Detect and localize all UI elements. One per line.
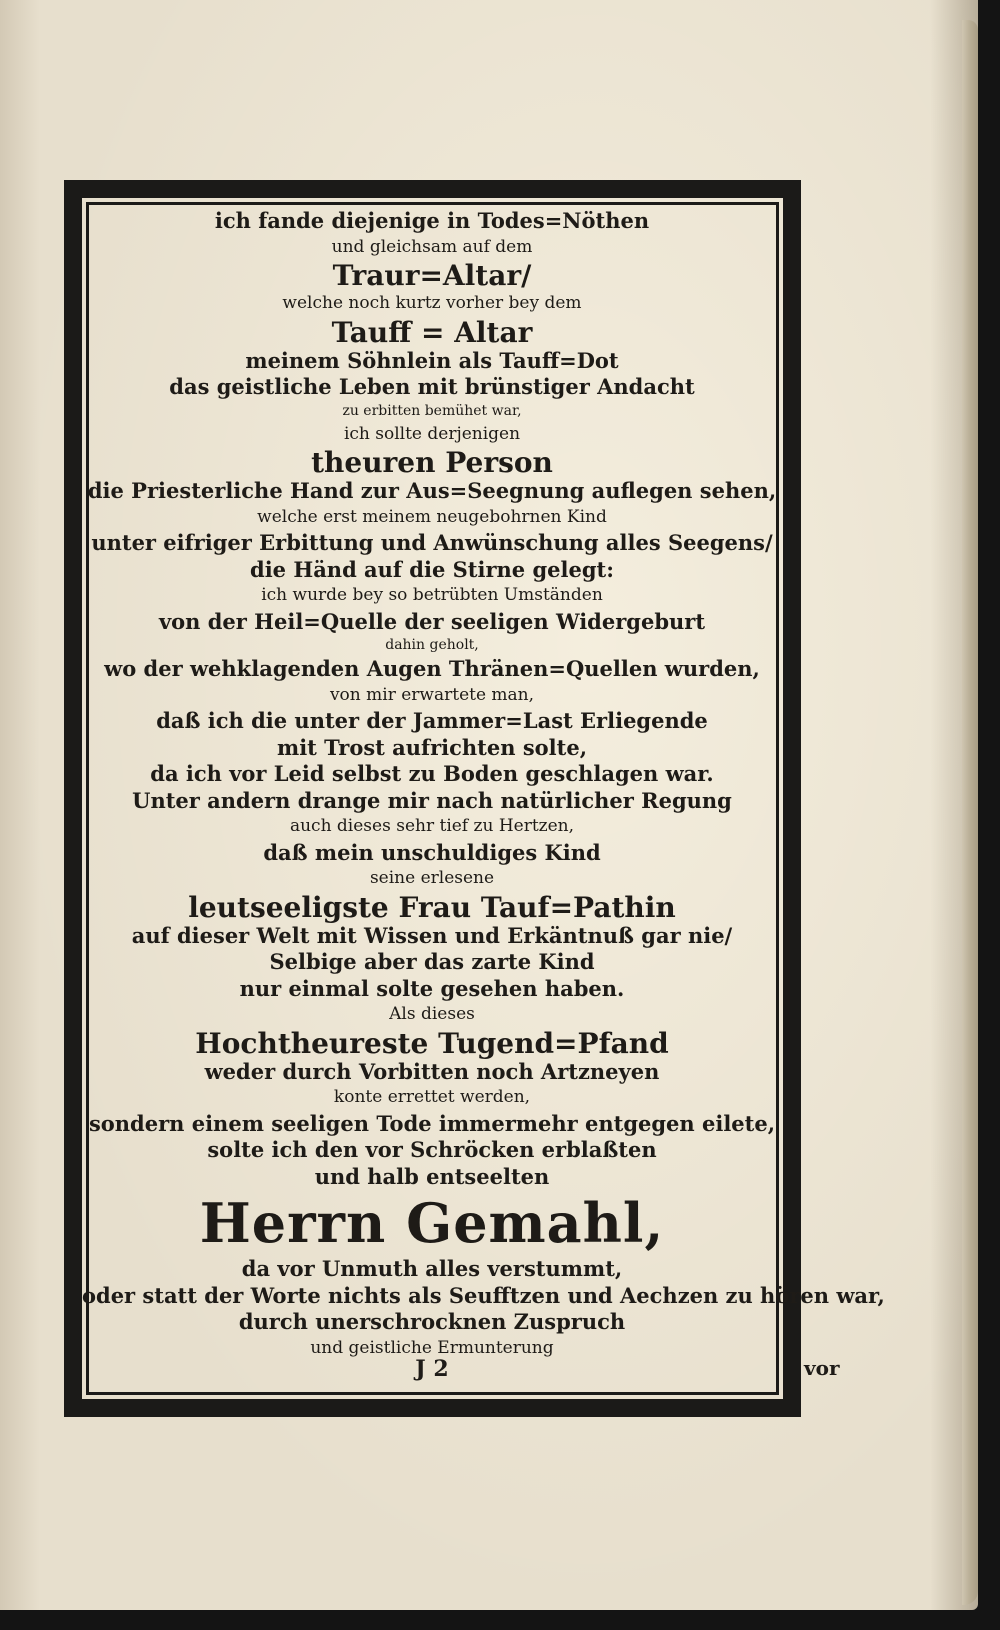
text-line: auf dieser Welt mit Wissen und Erkäntnuß gar nie/: [131, 922, 733, 948]
text-line: sondern einem seeligen Tode immermehr entgegen eilete,: [88, 1110, 776, 1136]
text-line: die Priesterliche Hand zur Aus=Seegnung auflegen sehen,: [87, 478, 777, 503]
page-edge: [962, 20, 978, 1605]
text-line: konte errettet werden,: [333, 1087, 531, 1107]
text-line: dahin geholt,: [385, 637, 479, 653]
text-line: und geistliche Ermunterung: [310, 1337, 554, 1358]
text-line: und gleichsam auf dem: [331, 236, 533, 257]
text-line: welche erst meinem neugebohrnen Kind: [257, 506, 607, 527]
text-line: von der Heil=Quelle der seeligen Widergeburt: [158, 608, 706, 634]
text-line: Tauff = Altar: [331, 315, 533, 349]
text-line: Selbige aber das zarte Kind: [269, 949, 595, 974]
text-line: Herrn Gemahl,: [199, 1191, 665, 1255]
text-line: daß mein unschuldiges Kind: [263, 839, 601, 865]
text-line: Unter andern drange mir nach natürlicher Regung: [132, 787, 732, 813]
text-line: ich sollte derjenigen: [343, 423, 521, 444]
text-line: da ich vor Leid selbst zu Boden geschlagen war.: [150, 761, 714, 786]
text-line: theuren Person: [311, 446, 553, 479]
signature-mark: J 2: [415, 1356, 449, 1382]
text-line: daß ich die unter der Jammer=Last Erliegende: [156, 708, 708, 733]
text-line: oder statt der Worte nichts als Seufftzen und Aechzen zu hören war,: [82, 1282, 885, 1308]
text-line: Hochtheureste Tugend=Pfand: [195, 1026, 669, 1060]
text-line: wo der wehklagenden Augen Thränen=Quellen wurden,: [104, 656, 760, 681]
text-line: weder durch Vorbitten noch Artzneyen: [204, 1058, 660, 1084]
text-line: mit Trost aufrichten solte,: [276, 734, 588, 760]
text-line: auch dieses sehr tief zu Hertzen,: [289, 816, 575, 836]
text-line: meinem Söhnlein als Tauff=Dot: [245, 347, 619, 373]
text-line: nur einmal solte gesehen haben.: [239, 975, 625, 1001]
catchword: vor: [804, 1356, 840, 1380]
text-line: da vor Unmuth alles verstummt,: [241, 1256, 623, 1281]
text-line: zu erbitten bemühet war,: [342, 402, 522, 419]
text-line: und halb entseelten: [314, 1163, 550, 1189]
text-line: welche noch kurtz vorher bey dem: [282, 293, 582, 313]
text-line: unter eifriger Erbittung und Anwünschung alles Seegens/: [91, 530, 773, 555]
text-line: das geistliche Leben mit brünstiger Andacht: [169, 374, 695, 399]
text-line: Traur=Altar/: [332, 259, 532, 292]
text-line: ich fande diejenige in Todes=Nöthen: [214, 208, 650, 233]
body-text: [82, 208, 885, 1361]
text-line: durch unerschrocknen Zuspruch: [238, 1309, 626, 1334]
text-line: leutseeligste Frau Tauf=Pathin: [188, 890, 676, 924]
text-line: Als dieses: [389, 1004, 475, 1024]
page-footer: [82, 1356, 840, 1386]
text-line: ich wurde bey so betrübten Umständen: [261, 585, 603, 605]
text-line: die Händ auf die Stirne gelegt:: [250, 556, 614, 582]
text-line: von mir erwartete man,: [329, 684, 535, 705]
text-line: seine erlesene: [369, 868, 495, 888]
text-line: solte ich den vor Schröcken erblaßten: [207, 1137, 657, 1162]
